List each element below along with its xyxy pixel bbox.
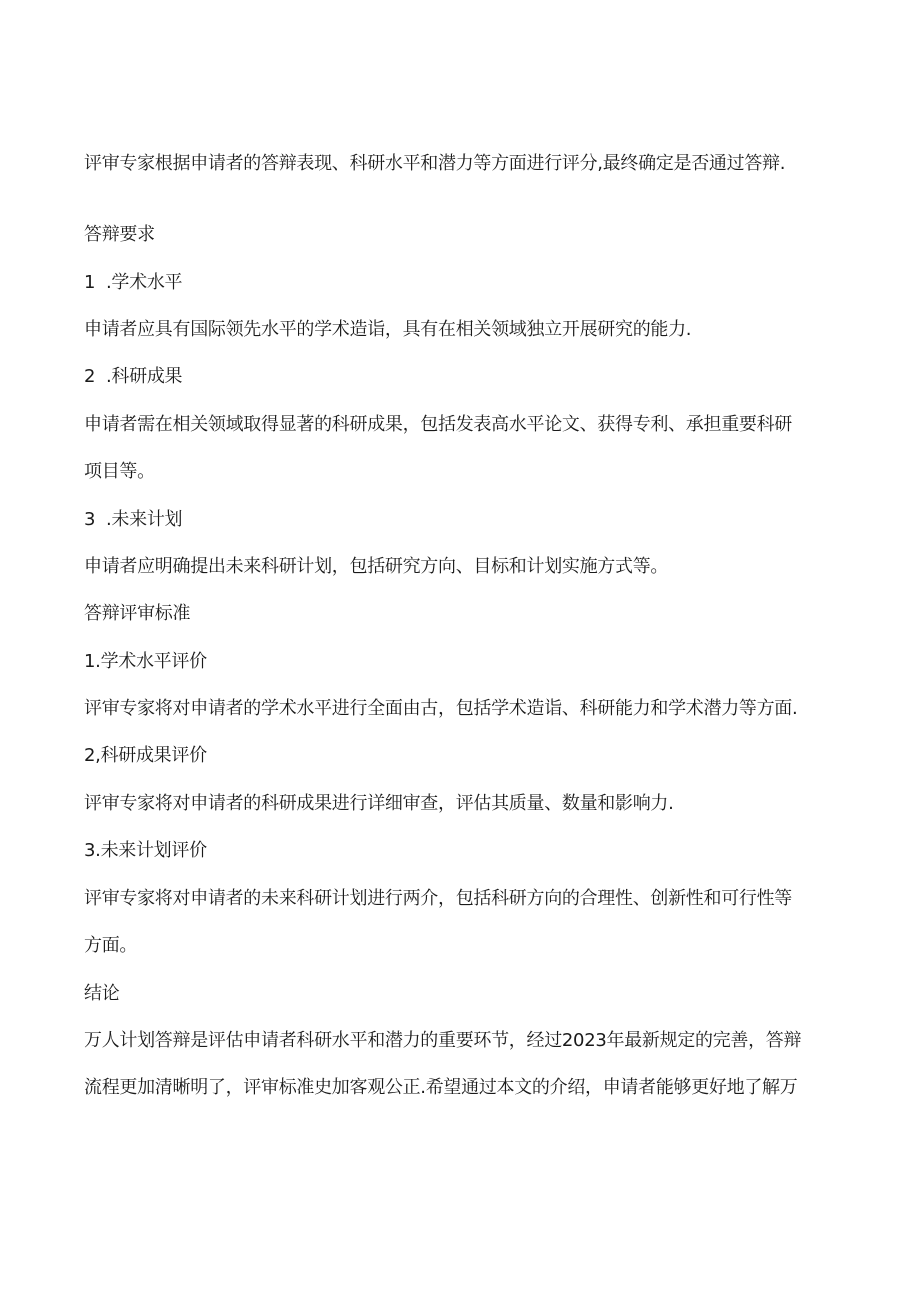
requirement-2-text-line1: 申请者需在相关领域取得显著的科研成果，包括发表高水平论文、获得专利、承担重要科研 — [84, 414, 792, 435]
criteria-3-title: 3.未来计划评价 — [84, 840, 207, 861]
requirements-heading: 答辩要求 — [84, 224, 155, 245]
criteria-1-text: 评审专家将对申请者的学术水平进行全面由古，包括学术造诣、科研能力和学术潜力等方面. — [84, 698, 798, 719]
criteria-3-text-line1: 评审专家将对申请者的未来科研计划进行两介，包括科研方向的合理性、创新性和可行性等 — [84, 888, 792, 909]
criteria-heading: 答辩评审标准 — [84, 603, 191, 624]
requirement-1-title: 1 .学术水平 — [84, 272, 183, 293]
intro-paragraph: 评审专家根据申请者的答辩表现、科研水平和潜力等方面进行评分,最终确定是否通过答辩. — [84, 153, 786, 174]
conclusion-heading: 结论 — [84, 983, 120, 1004]
requirement-1-text: 申请者应具有国际领先水平的学术造诣，具有在相关领域独立开展研究的能力. — [84, 319, 692, 340]
requirement-2-title: 2 .科研成果 — [84, 366, 183, 387]
conclusion-text-line2: 流程更加清晰明了，评审标准史加客观公正.希望通过本文的介绍，申请者能够更好地了解万 — [84, 1077, 798, 1098]
requirement-3-title: 3 .未来计划 — [84, 509, 183, 530]
requirement-3-text: 申请者应明确提出未来科研计划，包括研究方向、目标和计划实施方式等。 — [84, 556, 669, 577]
requirement-2-text-line2: 项目等。 — [84, 461, 155, 482]
criteria-1-title: 1.学术水平评价 — [84, 651, 207, 672]
criteria-2-text: 评审专家将对申请者的科研成果进行详细审查，评估其质量、数量和影响力. — [84, 793, 674, 814]
criteria-3-text-line2: 方面。 — [84, 935, 138, 956]
conclusion-text-line1: 万人计划答辩是评估申请者科研水平和潜力的重要环节，经过2023年最新规定的完善，答辩 — [84, 1030, 802, 1051]
criteria-2-title: 2,科研成果评价 — [84, 745, 207, 766]
